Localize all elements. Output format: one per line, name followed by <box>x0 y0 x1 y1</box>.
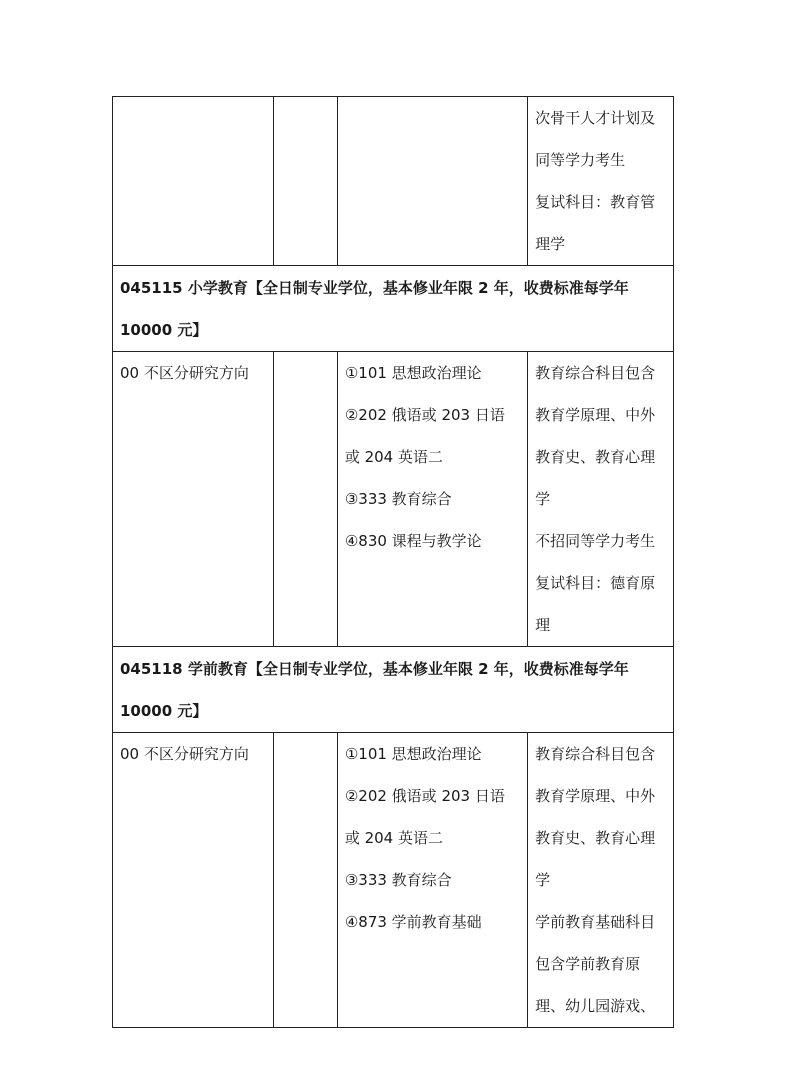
enrollment-cell <box>274 97 337 266</box>
remark-line: 学 <box>535 871 551 889</box>
direction-cell <box>113 352 274 647</box>
exam-subjects-cell <box>337 733 527 1028</box>
exam-line: ③333 教育综合 <box>344 871 452 889</box>
table-row <box>113 733 674 1028</box>
exam-line: ③333 教育综合 <box>344 490 452 508</box>
remark-line: 教育史、教育心理 <box>535 829 656 847</box>
remark-line: 理学 <box>535 235 566 253</box>
program-header-row <box>113 266 674 352</box>
program-header-line: 10000 元】 <box>120 321 208 339</box>
exam-line: ①101 思想政治理论 <box>344 745 482 763</box>
remarks-cell <box>528 352 674 647</box>
admissions-table <box>112 96 674 1028</box>
remarks-cell <box>528 733 674 1028</box>
direction-cell <box>113 733 274 1028</box>
exam-line: 或 204 英语二 <box>344 829 443 847</box>
remarks-cell <box>528 97 674 266</box>
remark-line: 复试科目：教育管 <box>535 193 656 211</box>
exam-line: ②202 俄语或 203 日语 <box>344 787 505 805</box>
remark-line: 学 <box>535 490 551 508</box>
remark-line: 次骨干人才计划及 <box>535 109 656 127</box>
remark-line: 包含学前教育原 <box>535 955 641 973</box>
program-header-line: 045115 小学教育【全日制专业学位，基本修业年限 2 年，收费标准每学年 <box>120 279 629 297</box>
program-header-line: 045118 学前教育【全日制专业学位，基本修业年限 2 年，收费标准每学年 <box>120 660 629 678</box>
exam-subjects-cell <box>337 352 527 647</box>
program-header-row <box>113 647 674 733</box>
table-row <box>113 352 674 647</box>
remark-line: 教育综合科目包含 <box>535 745 656 763</box>
remark-line: 教育学原理、中外 <box>535 787 656 805</box>
program-header <box>113 266 674 352</box>
remark-line: 同等学力考生 <box>535 151 626 169</box>
enrollment-cell <box>274 352 337 647</box>
exam-line: ④873 学前教育基础 <box>344 913 482 931</box>
program-header <box>113 647 674 733</box>
exam-line: ①101 思想政治理论 <box>344 364 482 382</box>
direction-text: 00 不区分研究方向 <box>120 364 249 382</box>
exam-line: ②202 俄语或 203 日语 <box>344 406 505 424</box>
remark-line: 复试科目：德育原 <box>535 574 656 592</box>
remark-line: 学前教育基础科目 <box>535 913 656 931</box>
remark-line: 教育学原理、中外 <box>535 406 656 424</box>
exam-line: 或 204 英语二 <box>344 448 443 466</box>
remark-line: 教育综合科目包含 <box>535 364 656 382</box>
remark-line: 理、幼儿园游戏、 <box>535 997 656 1015</box>
remark-line: 教育史、教育心理 <box>535 448 656 466</box>
exam-subjects-cell <box>337 97 527 266</box>
direction-cell <box>113 97 274 266</box>
remark-line: 不招同等学力考生 <box>535 532 656 550</box>
table-row <box>113 97 674 266</box>
enrollment-cell <box>274 733 337 1028</box>
remark-line: 理 <box>535 616 551 634</box>
direction-text: 00 不区分研究方向 <box>120 745 249 763</box>
exam-line: ④830 课程与教学论 <box>344 532 482 550</box>
program-header-line: 10000 元】 <box>120 702 208 720</box>
